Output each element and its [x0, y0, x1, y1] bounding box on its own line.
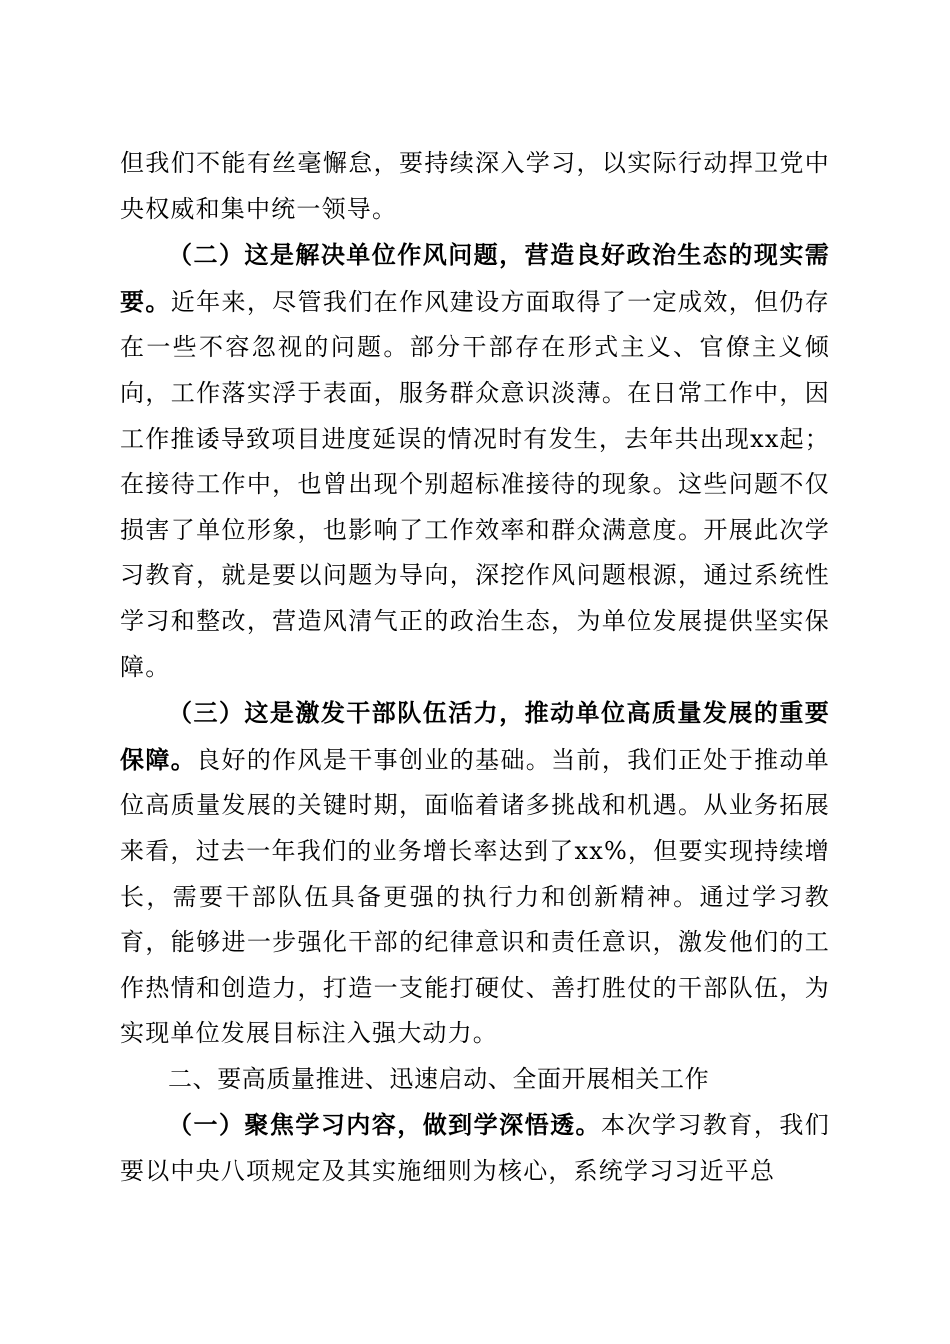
- paragraph-text: 本次学习教育，我们要以中央八项规定及其实施细则为核心，系统学习习近平总: [120, 1111, 830, 1186]
- paragraph-lead: （二）这是解决单位作风问题，营造良好政治生态的现实需要。: [120, 240, 830, 316]
- paragraph-lead: （三）这是激发干部队伍活力，推动单位高质量发展的重要保障。: [120, 698, 830, 774]
- paragraph-text: 良好的作风是干事创业的基础。当前，我们正处于推动单位高质量发展的关键时期，面临着诸多挑战和机遇。从业务拓展来看，过去一年我们的业务增长率达到了xx%，但要实现持续增长，需要干部队伍具备更强的执行力和创新精神。通过学习教育，能够进一步强化干部的纪律意识和责任意识，激发他们的工作热情和创造力，打造一支能打硬仗、善打胜仗的干部队伍，为实现单位发展目标注入强大动力。: [120, 745, 830, 1048]
- paragraph-point-three: [120, 690, 830, 1057]
- section-heading: 二、要高质量推进、迅速启动、全面开展相关工作: [168, 1064, 710, 1093]
- paragraph-text: 但我们不能有丝毫懈怠，要持续深入学习，以实际行动捍卫党中央权威和集中统一领导。: [120, 149, 830, 223]
- paragraph-lead: （一）聚焦学习内容，做到学深悟透。: [168, 1110, 602, 1140]
- paragraph-point-two: [120, 232, 830, 690]
- document-page: [120, 141, 830, 1195]
- paragraph-continuation: [120, 141, 830, 232]
- paragraph-text: 近年来，尽管我们在作风建设方面取得了一定成效，但仍存在一些不容忽视的问题。部分干部存在形式主义、官僚主义倾向，工作落实浮于表面，服务群众意识淡薄。在日常工作中，因工作推诿导致项目进度延误的情况时有发生，去年共出现xx起；在接待工作中，也曾出现个别超标准接待的现象。这些问题不仅损害了单位形象，也影响了工作效率和群众满意度。开展此次学习教育，就是要以问题为导向，深挖作风问题根源，通过系统性学习和整改，营造风清气正的政治生态，为单位发展提供坚实保障。: [120, 287, 830, 681]
- paragraph-point-one: [120, 1102, 830, 1194]
